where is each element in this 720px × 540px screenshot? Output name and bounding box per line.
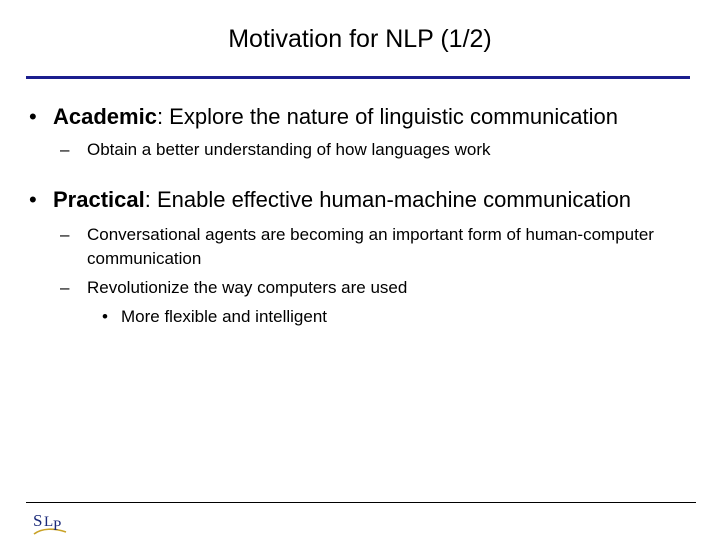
svg-text:S: S bbox=[33, 511, 43, 530]
footer-divider bbox=[26, 502, 696, 503]
dash-icon: – bbox=[60, 140, 70, 159]
bullet-text: : Enable effective human-machine communication bbox=[144, 187, 632, 212]
slide-body bbox=[28, 101, 688, 329]
bullet-practical bbox=[28, 184, 688, 215]
sub-bullet-academic-1 bbox=[28, 138, 688, 162]
dash-icon: – bbox=[60, 278, 70, 297]
bullet-text: : Explore the nature of linguistic communication bbox=[156, 104, 618, 129]
bullet-term: Academic bbox=[53, 104, 157, 129]
svg-text:P: P bbox=[53, 518, 62, 534]
sub-bullet-practical-2 bbox=[28, 276, 688, 300]
title-divider bbox=[26, 76, 690, 79]
sub-bullet-text: Conversational agents are becoming an important form of human-computer communication bbox=[87, 225, 654, 268]
sub-bullet-text: Revolutionize the way computers are used bbox=[87, 278, 408, 297]
dash-icon: – bbox=[60, 225, 70, 244]
bullet-academic bbox=[28, 101, 688, 132]
sub-bullet-practical-1 bbox=[28, 223, 688, 271]
slide-title: Motivation for NLP (1/2) bbox=[228, 25, 492, 53]
sub-bullet-text: Obtain a better understanding of how languages work bbox=[87, 140, 491, 159]
bullet-icon: • bbox=[29, 104, 37, 129]
sub-sub-bullet-practical-1 bbox=[28, 305, 688, 329]
bullet-icon: • bbox=[29, 187, 37, 212]
bullet-term: Practical bbox=[53, 187, 145, 212]
slp-logo-icon bbox=[30, 504, 70, 538]
bullet-icon: • bbox=[102, 307, 108, 326]
sub-sub-bullet-text: More flexible and intelligent bbox=[121, 307, 328, 326]
svg-text:L: L bbox=[44, 514, 54, 530]
